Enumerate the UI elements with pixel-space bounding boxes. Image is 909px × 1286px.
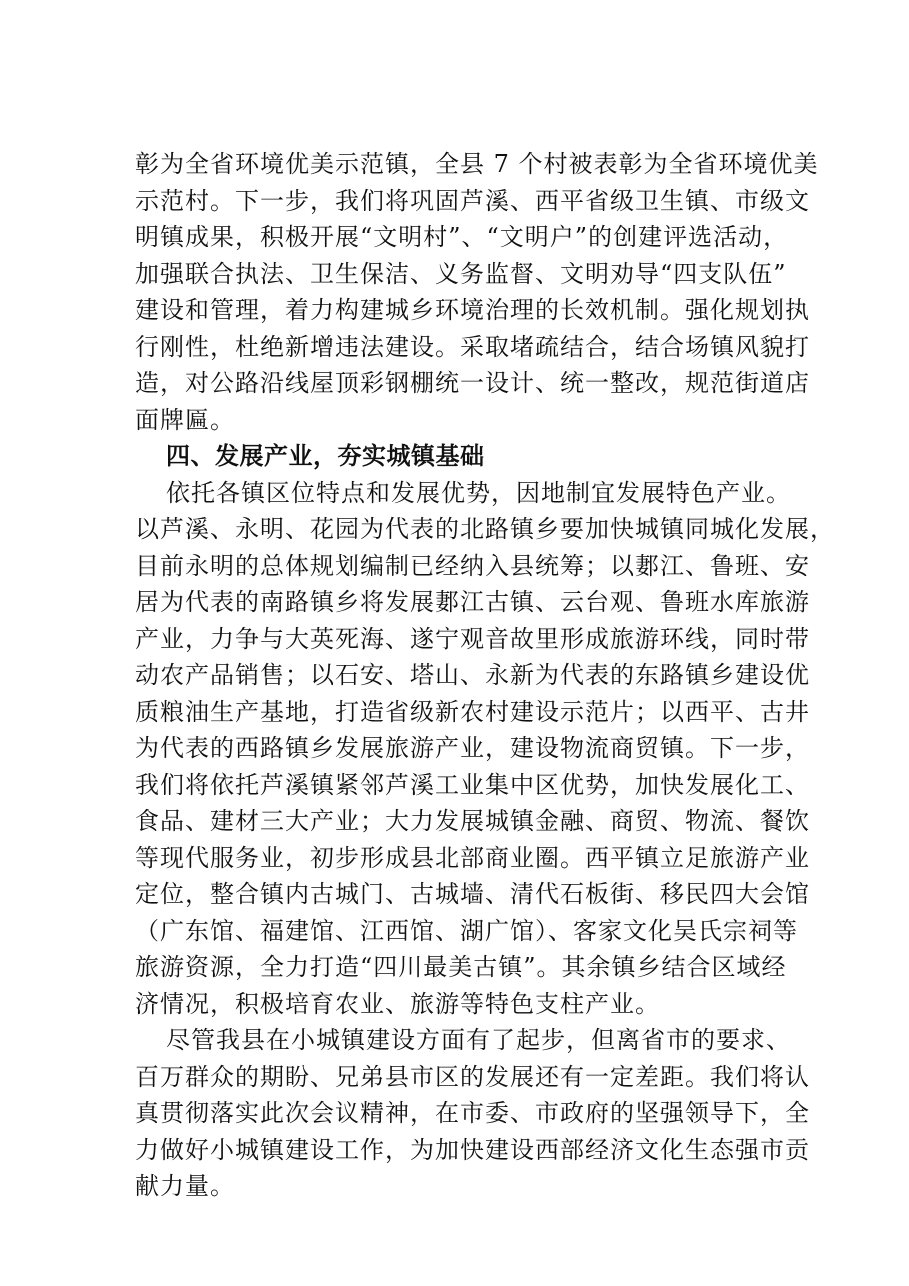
paragraph-line: 以芦溪、永明、花园为代表的北路镇乡要加快城镇同城化发展，	[135, 515, 835, 543]
paragraph-line: 造，对公路沿线屋顶彩钢棚统一设计、统一整改，规范街道店	[135, 369, 810, 397]
paragraph-line: 目前永明的总体规划编制已经纳入县统筹；以郪江、鲁班、安	[135, 551, 810, 580]
paragraph-line: 等现代服务业，初步形成县北部商业圈。西平镇立足旅游产业	[135, 843, 810, 872]
paragraph-line: 我们将依托芦溪镇紧邻芦溪工业集中区优势，加快发展化工、	[135, 770, 810, 799]
paragraph-line: 产业，力争与大英死海、遂宁观音故里形成旅游环线，同时带	[135, 624, 810, 653]
paragraph-line: 加强联合执法、卫生保洁、义务监督、文明劝导“四支队伍”	[135, 259, 787, 288]
paragraph-line: 明镇成果，积极开展“文明村”、“文明户”的创建评选活动，	[135, 223, 789, 251]
paragraph-line: 建设和管理，着力构建城乡环境治理的长效机制。强化规划执	[135, 296, 810, 324]
paragraph-line: 依托各镇区位特点和发展优势，因地制宜发展特色产业。	[166, 478, 791, 507]
paragraph-line: 力做好小城镇建设工作，为加快建设西部经济文化生态强市贡	[135, 1135, 810, 1164]
paragraph-line: 食品、建材三大产业；大力发展城镇金融、商贸、物流、餐饮	[135, 807, 810, 835]
paragraph-line: 尽管我县在小城镇建设方面有了起步，但离省市的要求、	[166, 1026, 791, 1054]
paragraph-line: 定位，整合镇内古城门、古城墙、清代石板街、移民四大会馆	[135, 880, 810, 908]
paragraph-line: 济情况，积极培育农业、旅游等特色支柱产业。	[135, 989, 660, 1018]
paragraph-line: 真贯彻落实此次会议精神，在市委、市政府的坚强领导下，全	[135, 1099, 810, 1127]
paragraph-line: 献力量。	[135, 1172, 235, 1200]
document-body	[135, 146, 835, 1205]
paragraph-line: 彰为全省环境优美示范镇，全县 7 个村被表彰为全省环境优美	[135, 150, 819, 178]
paragraph-line: 居为代表的南路镇乡将发展郪江古镇、云台观、鲁班水库旅游	[135, 588, 810, 616]
paragraph-line: 面牌匾。	[135, 405, 235, 434]
paragraph-line: 行刚性，杜绝新增违法建设。采取堵疏结合，结合场镇风貌打	[135, 332, 810, 361]
paragraph-line: 旅游资源，全力打造“四川最美古镇”。其余镇乡结合区域经	[135, 953, 787, 981]
paragraph-line: 质粮油生产基地，打造省级新农村建设示范片；以西平、古井	[135, 697, 810, 726]
paragraph-line: 百万群众的期盼、兄弟县市区的发展还有一定差距。我们将认	[135, 1062, 810, 1091]
paragraph-line: 示范村。下一步，我们将巩固芦溪、西平省级卫生镇、市级文	[135, 186, 810, 215]
paragraph-line: （广东馆、福建馆、江西馆、湖广馆）、客家文化吴氏宗祠等	[135, 916, 798, 945]
paragraph-line: 为代表的西路镇乡发展旅游产业，建设物流商贸镇。下一步，	[135, 734, 810, 762]
section-heading: 四、发展产业，夯实城镇基础	[166, 442, 485, 470]
paragraph-line: 动农产品销售；以石安、塔山、永新为代表的东路镇乡建设优	[135, 661, 810, 689]
